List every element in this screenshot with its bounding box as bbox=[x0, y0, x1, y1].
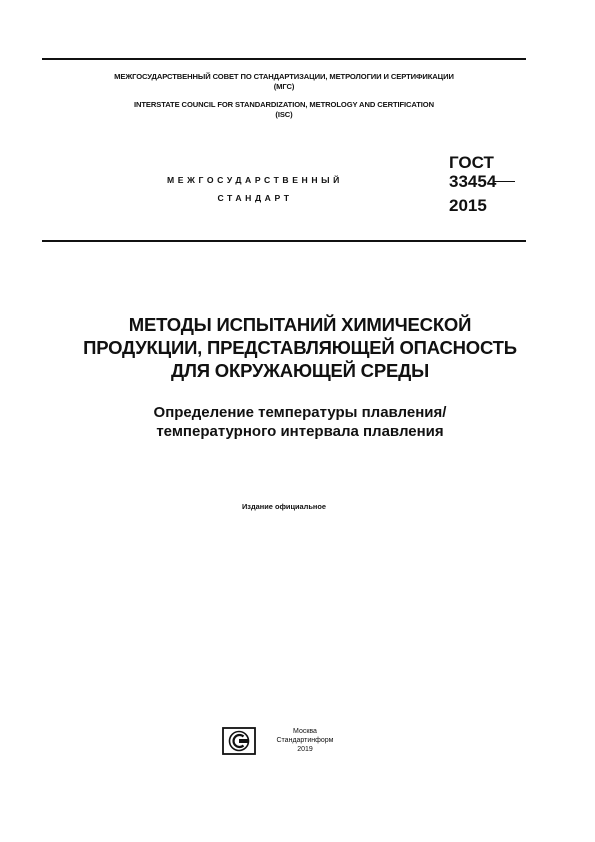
top-divider bbox=[42, 58, 526, 60]
council-abbr-ru: (МГС) bbox=[273, 82, 295, 91]
publisher-name: Стандартинформ bbox=[276, 737, 334, 744]
document-title bbox=[40, 313, 560, 382]
subtitle-line: температурного интервала плавления bbox=[156, 423, 444, 440]
subtitle-line: Определение температуры плавления/ bbox=[153, 404, 447, 421]
designation-dash bbox=[493, 181, 515, 182]
title-line: ДЛЯ ОКРУЖАЮЩЕЙ СРЕДЫ bbox=[171, 360, 429, 381]
designation-number-wrap bbox=[449, 172, 496, 191]
designation-number: 33454 bbox=[449, 172, 497, 191]
title-line: МЕТОДЫ ИСПЫТАНИЙ ХИМИЧЕСКОЙ bbox=[128, 314, 472, 335]
middle-divider bbox=[42, 240, 526, 242]
publisher-year: 2019 bbox=[297, 746, 313, 753]
publisher-imprint bbox=[262, 727, 348, 754]
publisher-city: Москва bbox=[293, 728, 317, 735]
council-name-en bbox=[42, 100, 526, 120]
standartinform-logo-icon bbox=[222, 727, 256, 755]
standard-type-line-1: МЕЖГОСУДАРСТВЕННЫЙ bbox=[167, 175, 343, 185]
council-name-ru-line: МЕЖГОСУДАРСТВЕННЫЙ СОВЕТ ПО СТАНДАРТИЗАЦИИ, МЕТРОЛОГИИ И СЕРТИФИКАЦИИ bbox=[114, 72, 454, 81]
council-name-en-line: INTERSTATE COUNCIL FOR STANDARDIZATION, METROLOGY AND CERTIFICATION bbox=[134, 100, 434, 109]
document-subtitle bbox=[40, 403, 560, 441]
standard-designation bbox=[449, 153, 496, 215]
council-abbr-en: (ISC) bbox=[275, 110, 293, 119]
standard-type-line-2: СТАНДАРТ bbox=[217, 193, 293, 203]
title-line: ПРОДУКЦИИ, ПРЕДСТАВЛЯЮЩЕЙ ОПАСНОСТЬ bbox=[83, 337, 517, 358]
designation-year: 2015 bbox=[449, 196, 487, 215]
council-name-ru bbox=[42, 72, 526, 92]
edition-note: Издание официальное bbox=[241, 502, 326, 511]
designation-prefix: ГОСТ bbox=[449, 153, 494, 172]
